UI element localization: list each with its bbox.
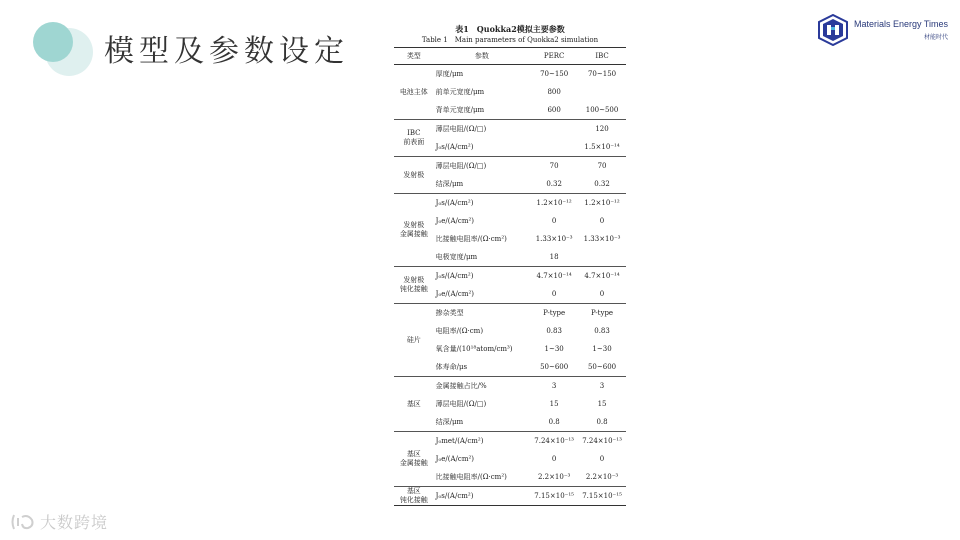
table-row: [394, 304, 626, 323]
parameter-cell: 掺杂类型: [434, 304, 531, 323]
parameter-cell: J₀e/(A/cm²): [435, 454, 474, 463]
header-parameter: 参数: [434, 48, 531, 65]
category-cell: [394, 377, 434, 432]
watermark-logo-icon: [10, 512, 36, 532]
category-label: 金属接触: [399, 230, 428, 238]
category-label: 钝化接触: [399, 496, 428, 504]
ibc-value-cell: 3: [578, 377, 626, 396]
category-label: 基区: [406, 487, 421, 495]
perc-value-cell: 0: [551, 454, 557, 463]
category-label: 硅片: [406, 335, 421, 344]
ibc-value-cell: 2.2×10⁻³: [585, 472, 619, 481]
category-label: 基区: [406, 450, 421, 458]
ibc-value-cell: 4.7×10⁻¹⁴: [578, 267, 626, 286]
logo: [818, 14, 948, 46]
ibc-value-cell: 70~150: [587, 69, 617, 78]
ibc-value-cell: 0: [599, 454, 605, 463]
parameter-cell: 背单元宽度/μm: [435, 105, 485, 114]
ibc-value-cell: 1.2×10⁻¹²: [578, 194, 626, 213]
ibc-value-cell: [578, 83, 626, 101]
logo-name-en: Materials Energy Times: [854, 19, 949, 29]
parameter-cell: J₀s/(A/cm²): [434, 267, 531, 286]
table-caption-cn: 表1 Quokka2模拟主要参数: [455, 24, 565, 34]
table-row: [394, 157, 626, 176]
perc-value-cell: 1.33×10⁻³: [535, 234, 573, 243]
perc-value-cell: 50~600: [540, 362, 569, 371]
parameter-cell: 氧含量/(10¹⁸atom/cm³): [435, 344, 513, 353]
category-label: IBC: [407, 129, 421, 137]
header-ibc: IBC: [578, 48, 626, 65]
parameter-cell: 电极宽度/μm: [435, 252, 478, 261]
table-body: [394, 65, 626, 506]
perc-value-cell: 4.7×10⁻¹⁴: [530, 267, 578, 286]
perc-value-cell: 3: [530, 377, 578, 396]
ibc-value-cell: 7.24×10⁻¹³: [578, 432, 626, 451]
ibc-value-cell: P-type: [578, 304, 626, 323]
watermark: [10, 510, 108, 533]
logo-name-cn: 材能时代: [924, 35, 949, 41]
category-cell: [394, 65, 434, 120]
parameter-cell: J₀s/(A/cm²): [434, 194, 531, 213]
parameter-cell: 比接触电阻率/(Ω·cm²): [435, 472, 507, 481]
category-cell: [394, 194, 434, 267]
parameter-cell: J₀e/(A/cm²): [435, 216, 474, 225]
perc-value-cell: [530, 120, 578, 139]
perc-value-cell: 0: [551, 289, 557, 298]
ibc-value-cell: [578, 248, 626, 267]
perc-value-cell: 0.32: [546, 179, 562, 188]
parameter-cell: 薄层电阻/(Ω/□): [435, 399, 487, 408]
table-header-row: [394, 48, 626, 65]
parameter-cell: 结深/μm: [435, 417, 464, 426]
parameter-table: [394, 47, 626, 506]
perc-value-cell: 800: [547, 87, 561, 96]
parameter-cell: 厚度/μm: [435, 69, 464, 78]
materials-energy-times-logo-icon: [818, 14, 848, 46]
ibc-value-cell: 1.33×10⁻³: [583, 234, 621, 243]
ibc-value-cell: 0.8: [596, 417, 608, 426]
category-label: 发射极: [403, 170, 425, 179]
ibc-value-cell: 50~600: [587, 362, 617, 371]
perc-value-cell: 70: [530, 157, 578, 176]
slide-title: 模型及参数设定: [104, 34, 349, 69]
parameter-cell: 薄层电阻/(Ω/□): [434, 120, 531, 139]
parameter-cell: 体寿命/μs: [435, 362, 468, 371]
category-label: 前表面: [403, 138, 425, 146]
perc-value-cell: 18: [549, 252, 559, 261]
parameter-cell: J₀e/(A/cm²): [435, 289, 474, 298]
table-row: [394, 432, 626, 451]
ibc-value-cell: 0: [599, 289, 605, 298]
perc-value-cell: 7.15×10⁻¹⁵: [530, 487, 578, 506]
watermark-text: 大数跨境: [40, 513, 109, 532]
table-caption-en: Table 1 Main parameters of Quokka2 simulation: [421, 36, 599, 44]
decorative-circle-teal: [33, 22, 73, 62]
perc-value-cell: 0.83: [546, 326, 562, 335]
category-label: 金属接触: [399, 459, 428, 467]
category-label: 发射极: [403, 221, 425, 229]
perc-value-cell: 7.24×10⁻¹³: [530, 432, 578, 451]
perc-value-cell: 1~30: [544, 344, 564, 353]
ibc-value-cell: 100~500: [585, 105, 619, 114]
ibc-value-cell: 15: [597, 399, 607, 408]
perc-value-cell: 2.2×10⁻³: [537, 472, 571, 481]
category-label: 发射极: [403, 276, 425, 284]
parameter-table-container: [394, 24, 626, 506]
parameter-cell: 金属接触占比/%: [434, 377, 531, 396]
table-row: [394, 65, 626, 84]
parameter-cell: J₀met/(A/cm²): [434, 432, 531, 451]
ibc-value-cell: 7.15×10⁻¹⁵: [578, 487, 626, 506]
category-cell: [394, 267, 434, 304]
perc-value-cell: 15: [549, 399, 559, 408]
category-cell: [394, 304, 434, 377]
parameter-cell: 薄层电阻/(Ω/□): [434, 157, 531, 176]
category-cell: [394, 487, 434, 506]
ibc-value-cell: 0.32: [594, 179, 610, 188]
perc-value-cell: 1.2×10⁻¹²: [530, 194, 578, 213]
header-type: 类型: [394, 48, 434, 65]
ibc-value-cell: 70: [578, 157, 626, 176]
perc-value-cell: 0: [551, 216, 557, 225]
ibc-value-cell: 1~30: [592, 344, 612, 353]
table-row: [394, 377, 626, 396]
category-label: 钝化接触: [399, 285, 428, 293]
category-cell: [394, 157, 434, 194]
header-perc: PERC: [530, 48, 578, 65]
table-row: [394, 487, 626, 506]
ibc-value-cell: 120: [578, 120, 626, 139]
table-row: [394, 194, 626, 213]
perc-value-cell: [530, 138, 578, 157]
parameter-cell: 电阻率/(Ω·cm): [435, 326, 484, 335]
parameter-cell: 比接触电阻率/(Ω·cm²): [435, 234, 507, 243]
parameter-cell: J₀s/(A/cm²): [434, 487, 531, 506]
category-cell: [394, 120, 434, 157]
table-row: [394, 120, 626, 139]
ibc-value-cell: 0.83: [594, 326, 610, 335]
ibc-value-cell: 0: [599, 216, 605, 225]
parameter-cell: 结深/μm: [435, 179, 464, 188]
category-cell: [394, 432, 434, 487]
perc-value-cell: 0.8: [548, 417, 560, 426]
category-label: 基区: [406, 399, 421, 408]
parameter-cell: J₀s/(A/cm²): [435, 142, 474, 151]
parameter-cell: 前单元宽度/μm: [435, 87, 485, 96]
perc-value-cell: 70~150: [540, 69, 569, 78]
ibc-value-cell: 1.5×10⁻¹⁴: [584, 142, 620, 151]
perc-value-cell: 600: [547, 105, 561, 114]
perc-value-cell: P-type: [530, 304, 578, 323]
category-label: 电池主体: [399, 87, 428, 96]
table-row: [394, 267, 626, 286]
